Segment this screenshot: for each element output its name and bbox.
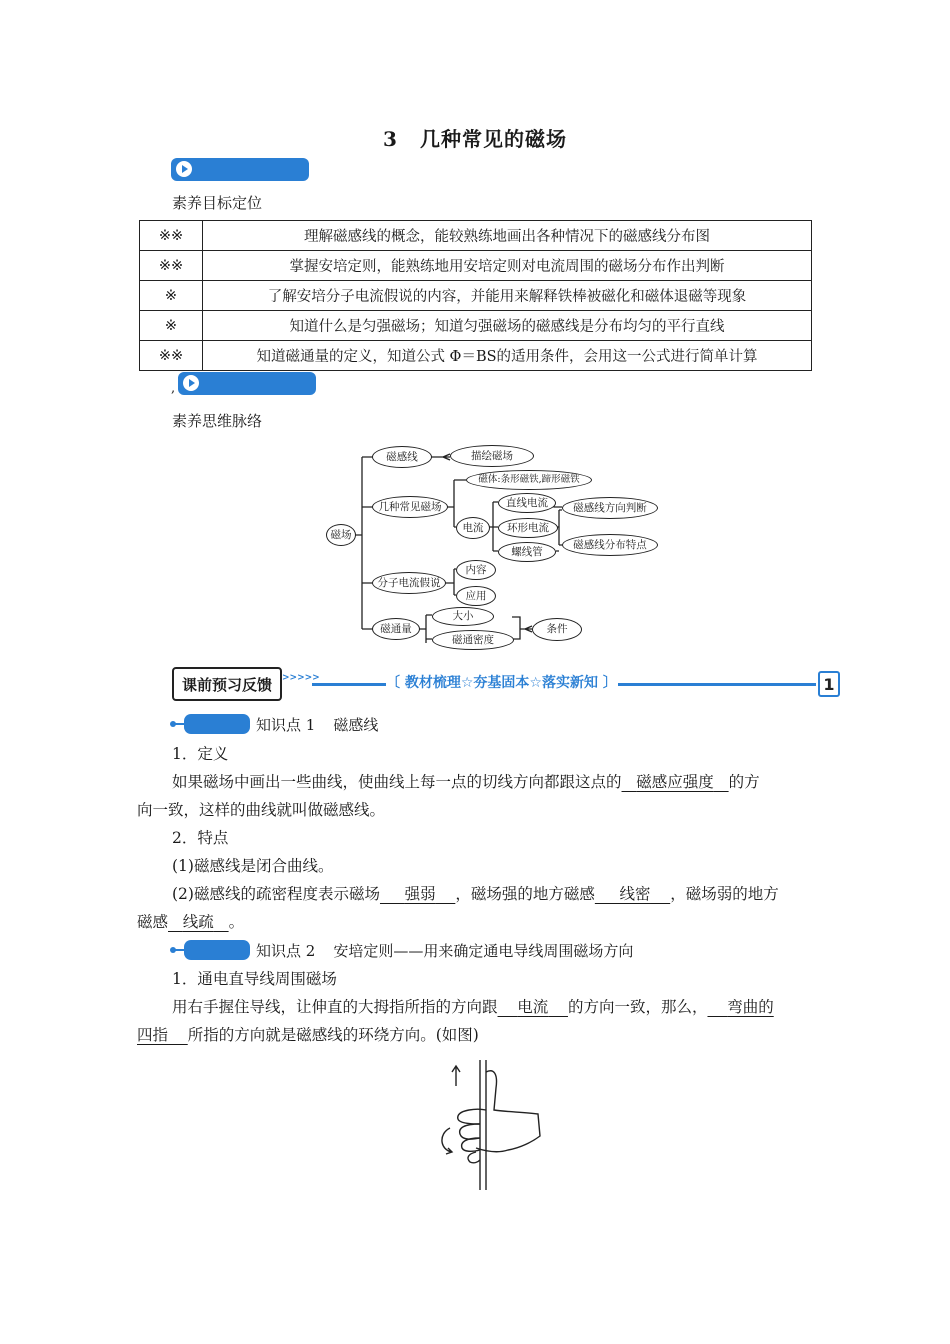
kp2-line1: 用右手握住导线，让伸直的大拇指所指的方向跟 电流 的方向一致，那么， 弯曲的: [172, 998, 774, 1016]
banner-title: 课前预习反馈: [172, 667, 282, 701]
table-row: ※※ 知道磁通量的定义，知道公式 Φ＝BS的适用条件，会用这一公式进行简单计算: [140, 341, 812, 371]
section-tag-goal: [171, 158, 309, 181]
comma-mark: ,: [171, 381, 176, 396]
table-row: ※※ 理解磁感线的概念，能较熟练地画出各种情况下的磁感线分布图: [140, 221, 812, 251]
page-title: 3 几种常见的磁场: [383, 127, 567, 151]
table-row: ※ 知道什么是匀强磁场；知道匀强磁场的磁感线是分布均匀的平行直线: [140, 311, 812, 341]
play-icon: [183, 375, 199, 391]
answer-blank: 强弱: [404, 885, 436, 903]
mm-zhixian: 直线电流: [498, 493, 556, 513]
section-goal-label: 素养目标定位: [172, 194, 263, 212]
section-tag-map: [178, 372, 316, 395]
mm-daxiao: 大小: [432, 607, 494, 626]
right-hand-rule-figure: [436, 1058, 546, 1192]
banner-line-right: [618, 683, 816, 686]
goal-table: [139, 220, 812, 371]
mm-tedian: 磁感线分布特点: [562, 534, 658, 556]
answer-blank: 线密: [619, 885, 651, 903]
kp1-feat-1: (1)磁感线是闭合曲线。: [172, 857, 334, 875]
banner-number: 1: [818, 671, 840, 697]
mind-map: [326, 445, 656, 645]
answer-blank: 磁感应强度: [636, 773, 714, 791]
mm-citi: 磁体:条形磁铁,蹄形磁铁: [466, 470, 592, 490]
mm-neirong: 内容: [456, 560, 496, 580]
kp1-feat-heading: 2．特点: [172, 829, 229, 847]
answer-blank: 线疏: [182, 913, 214, 931]
mm-huanxing: 环形电流: [498, 518, 558, 538]
mm-yingyong: 应用: [456, 586, 496, 606]
mm-tiaojian: 条件: [532, 618, 582, 641]
banner-arrows: >>>>>: [282, 673, 320, 683]
answer-blank: 四指: [137, 1026, 169, 1044]
mm-miaohui: 描绘磁场: [450, 445, 534, 467]
kp1-def-heading: 1．定义: [172, 745, 229, 763]
mm-cixian: 磁感线: [372, 446, 432, 468]
kp2-line2: 四指 所指的方向就是磁感线的环绕方向。(如图): [137, 1026, 479, 1044]
section-map-label: 素养思维脉络: [172, 412, 263, 430]
banner-line-left: [312, 683, 386, 686]
mm-root: 磁场: [326, 524, 356, 546]
mm-dianliu: 电流: [456, 517, 490, 539]
table-row: ※※ 掌握安培定则，能熟练地用安培定则对电流周围的磁场分布作出判断: [140, 251, 812, 281]
mm-fangxiang: 磁感线方向判断: [562, 497, 658, 519]
kp1-feat-2-line2: 磁感 线疏 。: [137, 913, 245, 931]
mm-fenzi: 分子电流假说: [372, 572, 446, 594]
kp1-def-line1: 如果磁场中画出一些曲线，使曲线上每一点的切线方向都跟这点的 磁感应强度 的方: [172, 773, 760, 791]
banner-subtitle: 〔 教材梳理☆夯基固本☆落实新知 〕: [386, 675, 617, 691]
table-row: ※ 了解安培分子电流假说的内容，并能用来解释铁棒被磁化和磁体退磁等现象: [140, 281, 812, 311]
kp2-heading: 1．通电直导线周围磁场: [172, 970, 337, 988]
mm-luoxian: 螺线管: [498, 542, 556, 562]
knowledge-point-1: 知识点 1 磁感线: [170, 714, 570, 734]
play-icon: [176, 161, 192, 177]
knowledge-point-2: 知识点 2 安培定则——用来确定通电导线周围磁场方向: [170, 940, 730, 960]
section-banner: [172, 667, 840, 701]
mm-jizhong: 几种常见磁场: [372, 496, 448, 518]
answer-blank: 电流: [517, 998, 549, 1016]
kp1-feat-2-line1: (2)磁感线的疏密程度表示磁场 强弱 ，磁场强的地方磁感 线密 ，磁场弱的地方: [172, 885, 779, 903]
mm-citongliang: 磁通量: [372, 618, 420, 640]
mm-mitudu: 磁通密度: [432, 630, 514, 650]
answer-blank: 弯曲的: [727, 998, 774, 1016]
kp1-def-line2: 向一致，这样的曲线就叫做磁感线。: [137, 801, 386, 819]
